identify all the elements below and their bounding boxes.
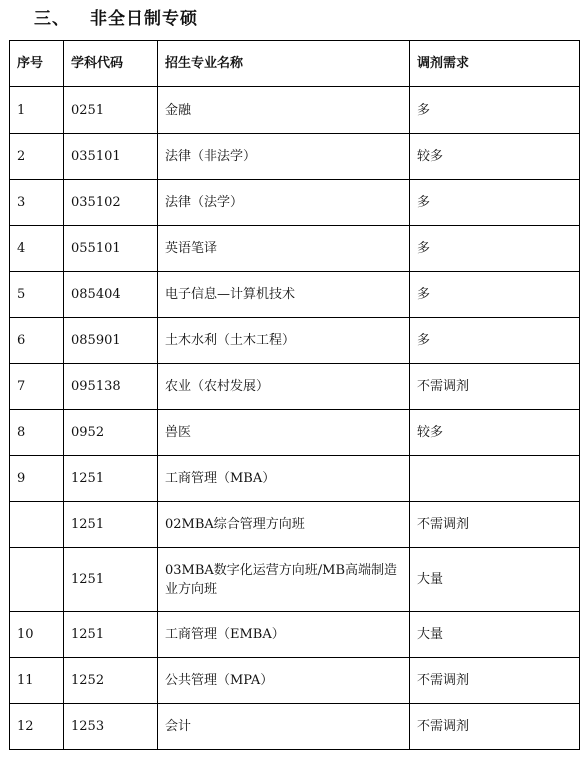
cell-name: 法律（非法学） xyxy=(158,134,410,180)
section-heading: 非全日制专硕 xyxy=(90,9,198,29)
cell-name: 土木水利（土木工程） xyxy=(158,318,410,364)
cell-no xyxy=(10,502,64,548)
table-row xyxy=(10,87,580,134)
table-row xyxy=(10,318,580,364)
cell-code: 095138 xyxy=(64,364,158,410)
table-row xyxy=(10,364,580,410)
cell-no: 2 xyxy=(10,134,64,180)
cell-code: 035102 xyxy=(64,180,158,226)
section-number: 三、 xyxy=(34,9,70,29)
cell-demand: 多 xyxy=(410,180,580,226)
program-table xyxy=(9,40,580,750)
cell-name: 03MBA数字化运营方向班/MB高端制造业方向班 xyxy=(158,548,410,612)
table-row xyxy=(10,658,580,704)
cell-name: 公共管理（MPA） xyxy=(158,658,410,704)
cell-no xyxy=(10,548,64,612)
cell-no: 3 xyxy=(10,180,64,226)
cell-demand: 较多 xyxy=(410,134,580,180)
cell-no: 12 xyxy=(10,704,64,750)
cell-demand: 大量 xyxy=(410,548,580,612)
cell-name: 工商管理（MBA） xyxy=(158,456,410,502)
cell-no: 9 xyxy=(10,456,64,502)
cell-code: 0952 xyxy=(64,410,158,456)
header-demand: 调剂需求 xyxy=(410,41,580,87)
header-name: 招生专业名称 xyxy=(158,41,410,87)
cell-name: 农业（农村发展） xyxy=(158,364,410,410)
cell-name: 法律（法学） xyxy=(158,180,410,226)
table-row xyxy=(10,410,580,456)
cell-code: 085404 xyxy=(64,272,158,318)
table-row xyxy=(10,548,580,612)
cell-name: 电子信息—计算机技术 xyxy=(158,272,410,318)
cell-code: 035101 xyxy=(64,134,158,180)
table-header-row xyxy=(10,41,580,87)
table-row xyxy=(10,134,580,180)
cell-code: 1251 xyxy=(64,548,158,612)
header-code: 学科代码 xyxy=(64,41,158,87)
cell-code: 1252 xyxy=(64,658,158,704)
cell-code: 1251 xyxy=(64,456,158,502)
section-title xyxy=(34,4,198,29)
cell-demand: 不需调剂 xyxy=(410,704,580,750)
table-body xyxy=(10,87,580,750)
cell-name: 工商管理（EMBA） xyxy=(158,612,410,658)
cell-name: 02MBA综合管理方向班 xyxy=(158,502,410,548)
table-row xyxy=(10,456,580,502)
table-row xyxy=(10,704,580,750)
cell-no: 1 xyxy=(10,87,64,134)
table-row xyxy=(10,502,580,548)
cell-code: 1253 xyxy=(64,704,158,750)
table-row xyxy=(10,272,580,318)
cell-code: 1251 xyxy=(64,502,158,548)
cell-demand: 大量 xyxy=(410,612,580,658)
cell-demand: 不需调剂 xyxy=(410,658,580,704)
table-row xyxy=(10,180,580,226)
cell-no: 8 xyxy=(10,410,64,456)
cell-code: 055101 xyxy=(64,226,158,272)
cell-code: 0251 xyxy=(64,87,158,134)
cell-demand: 不需调剂 xyxy=(410,364,580,410)
cell-no: 5 xyxy=(10,272,64,318)
cell-demand: 多 xyxy=(410,318,580,364)
cell-no: 10 xyxy=(10,612,64,658)
table-row xyxy=(10,612,580,658)
cell-demand: 较多 xyxy=(410,410,580,456)
cell-name: 兽医 xyxy=(158,410,410,456)
cell-demand: 多 xyxy=(410,226,580,272)
table-row xyxy=(10,226,580,272)
cell-no: 11 xyxy=(10,658,64,704)
cell-code: 085901 xyxy=(64,318,158,364)
cell-demand: 多 xyxy=(410,272,580,318)
cell-code: 1251 xyxy=(64,612,158,658)
cell-no: 4 xyxy=(10,226,64,272)
cell-no: 7 xyxy=(10,364,64,410)
cell-name: 英语笔译 xyxy=(158,226,410,272)
cell-demand: 不需调剂 xyxy=(410,502,580,548)
cell-demand xyxy=(410,456,580,502)
cell-no: 6 xyxy=(10,318,64,364)
cell-name: 金融 xyxy=(158,87,410,134)
header-no: 序号 xyxy=(10,41,64,87)
cell-demand: 多 xyxy=(410,87,580,134)
cell-name: 会计 xyxy=(158,704,410,750)
